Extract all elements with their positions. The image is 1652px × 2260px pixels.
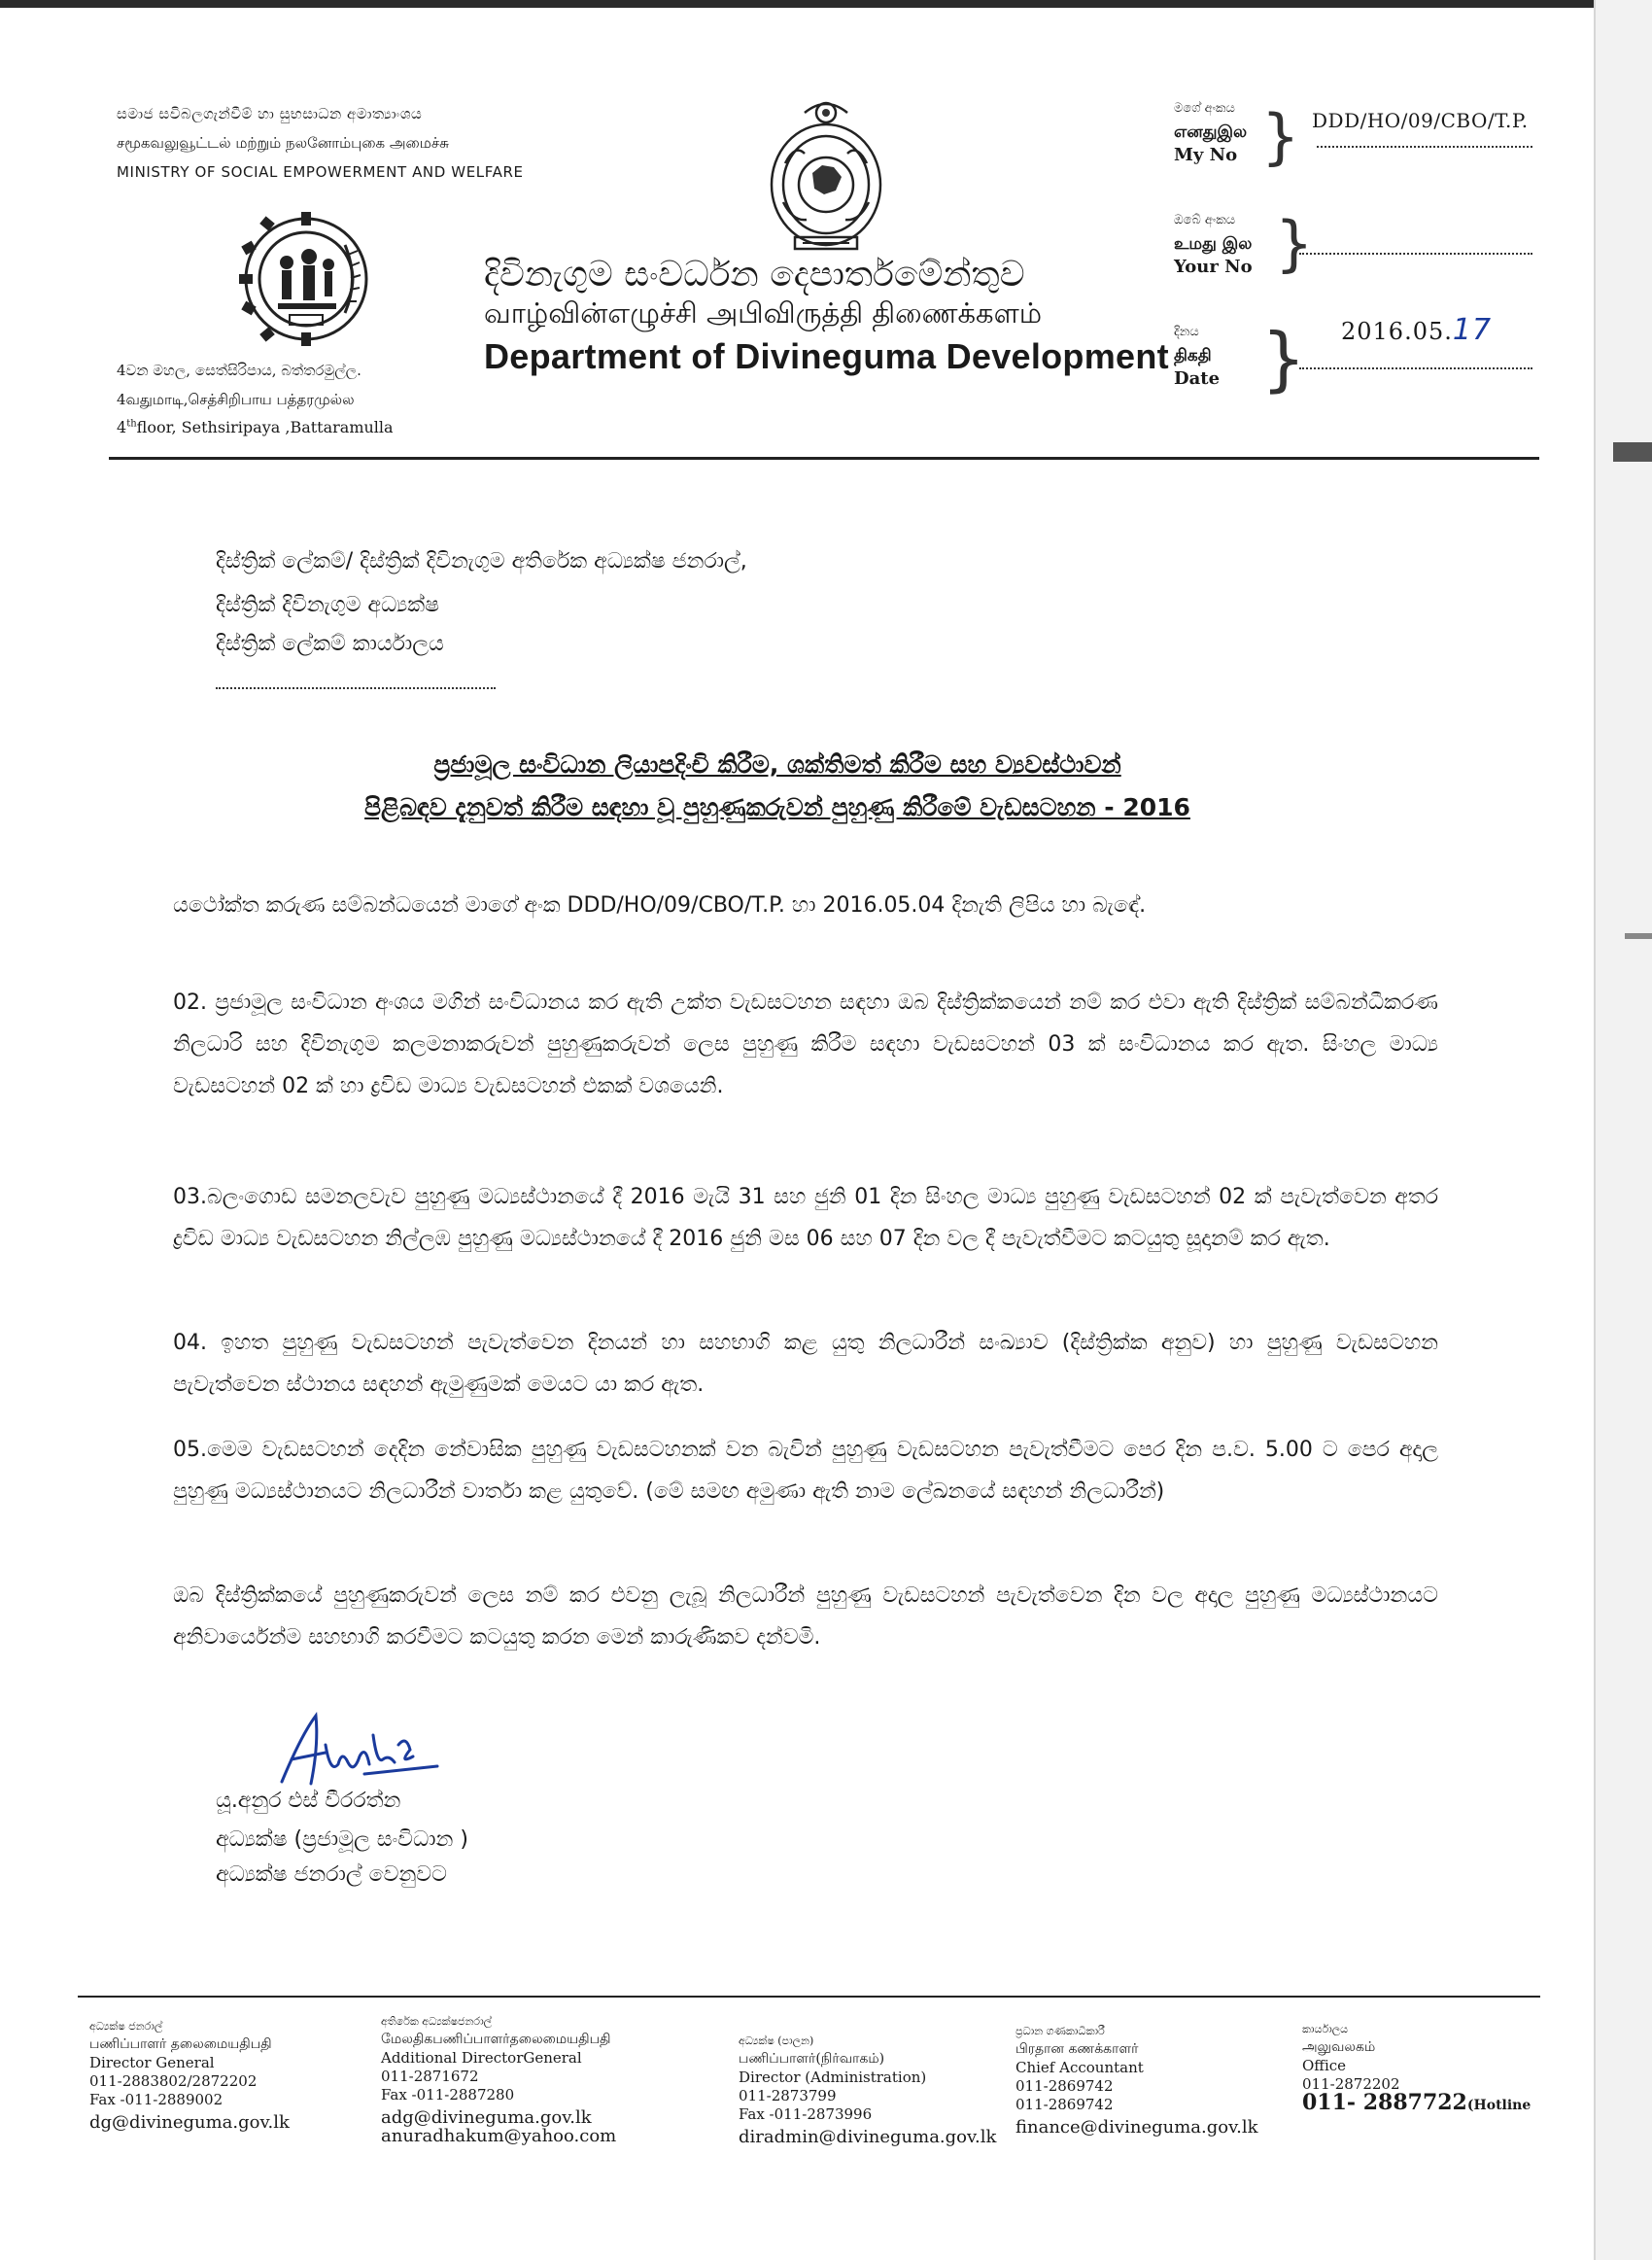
- my-no-dotline: [1317, 146, 1532, 148]
- date-dotline: [1299, 367, 1532, 369]
- body-paragraph: ඔබ දිස්ත්‍රික්කයේ පුහුණුකරුවන් ලෙස නම් කර එවනු ලැබූ නිලධාරීන් පුහුණු වැඩසටහන් පැවැත්වෙන දින වල අදාල පුහුණු මධ්‍යස්ථානයට අනිවාර්යෙන්ම සහභාගි කරවීමට කටයුතු කරන මෙන් කාරුණිකව දන්වමි.: [173, 1583, 1438, 1650]
- ministry-name-sinhala: සමාජ සවිබලගැන්වීම් හා සුභසාධන අමාත්‍යාංශය: [117, 105, 423, 122]
- scan-border-right: [1594, 0, 1652, 2260]
- address-english: 4thfloor, Sethsiripaya ,Battaramulla: [117, 418, 394, 436]
- your-no-dotline: [1299, 253, 1532, 255]
- national-emblem-icon: [766, 95, 887, 261]
- hotline-number: 011- 2887722(Hotline: [1302, 2090, 1532, 2115]
- body-paragraph: යථෝක්ත කරුණ සම්බන්ධයෙන් මාගේ අංක DDD/HO/09/CBO/T.P. හා 2016.05.04 දිනැති ලිපිය හා බැඳේ.: [173, 893, 1147, 918]
- department-name-english: Department of Divineguma Development: [484, 336, 1169, 376]
- department-name-tamil: வாழ்வின்எழுச்சி அபிவிருத்தி திணைக்களம்: [484, 296, 1043, 330]
- department-logo-icon: [233, 206, 379, 352]
- body-paragraph: 04. ඉහත පුහුණු වැඩසටහන් පැවැත්වෙන දිනයන් හා සහභාගි කළ යුතු නිලධාරීන් සංඛ්‍යාව (දිස්ත්‍රික්ක අනුව) හා පුහුණු වැඩසටහන පැවැත්වෙන ස්ථානය සඳහන් ඇමුණුමක් මෙයට යා කර ඇත.: [173, 1331, 1438, 1397]
- scan-mark: [1613, 442, 1652, 462]
- address-tamil: 4வதுமாடி,செத்சிறிபாய பத்தரமுல்ல: [117, 391, 355, 408]
- your-no-label: ඔබේ අංකය உமது இல Your No: [1174, 213, 1253, 277]
- addressee-line: දිස්ත්‍රික් ලේකම් කාර්යාලය: [216, 632, 444, 656]
- signatory-on-behalf: අධ්‍යක්ෂ ජනරාල් වෙනුවට: [216, 1862, 447, 1887]
- addressee-line: දිස්ත්‍රික් දිවිනැගුම අධ්‍යක්ෂ: [216, 593, 439, 617]
- scan-border-top: [0, 0, 1652, 8]
- footer-director-general: අධ්‍යක්ෂ ජනරාල් பணிப்பாளர் தலைமையதிபதி Director General 011-2883802/2872202 Fax -011-2889002 dg@divineguma.gov.lk: [89, 2020, 290, 2133]
- footer-divider: [78, 1996, 1540, 1998]
- date-value: 2016.05.17: [1341, 313, 1493, 347]
- body-paragraph: 02. ප්‍රජාමූල සංවිධාන අංශය මගින් සංවිධානය කර ඇති උක්ත වැඩසටහන සඳහා ඔබ දිස්ත්‍රික්කයෙන් නම් කර එවා ඇති දිස්ත්‍රික් සම්බන්ධීකරණ නිලධාරි සහ දිවිනැගුම කලමනාකරුවන් පුහුණුකරුවන් ලෙස පුහුණු කිරීම සඳහා වැඩසටහන් 03 ක් සංවිධානය කර ඇත. සිංහල මාධ්‍ය වැඩසටහන් 02 ක් හා ද්‍රවිඩ මාධ්‍ය වැඩසටහන් එකක් වශයෙනි.: [173, 991, 1438, 1098]
- my-no-value: DDD/HO/09/CBO/T.P.: [1312, 109, 1529, 132]
- date-brace: }: [1261, 318, 1306, 400]
- my-no-brace: }: [1261, 101, 1300, 172]
- signatory-name: යූ.අනුර එස් වීරරත්න: [216, 1789, 401, 1813]
- date-label: දිනය திகதி Date: [1174, 325, 1221, 389]
- signature-icon: [272, 1706, 442, 1793]
- my-no-label: මගේ අංකය எனதுஇல My No: [1174, 101, 1248, 165]
- signatory-title: අධ්‍යක්ෂ (ප්‍රජාමූල සංවිධාන ): [216, 1827, 468, 1852]
- header-divider: [109, 457, 1539, 460]
- subject-line-1: ප්‍රජාමූල සංවිධාන ලියාපදිංචි කිරීම, ශක්තිමත් කිරීම සහ ව්‍යවස්ථාවන්: [433, 750, 1121, 779]
- footer-chief-accountant: ප්‍රධාන ගණකාධිකාරී பிரதான கணக்காளர் Chief Accountant 011-2869742 011-2869742 finance@divineguma.gov.lk: [1015, 2025, 1258, 2138]
- subject-line-2: පිළිබඳව දැනුවත් කිරීම සඳහා වූ පුහුණුකරුවන් පුහුණු කිරීමේ වැඩසටහන - 2016: [364, 793, 1190, 821]
- ministry-name-tamil: சமூகவலுவூட்டல் மற்றும் நலனோம்புகை அமைச்சு: [117, 134, 449, 152]
- ministry-name-english: MINISTRY OF SOCIAL EMPOWERMENT AND WELFARE: [117, 163, 524, 181]
- scan-mark: [1625, 933, 1652, 939]
- address-sinhala: 4වන මහල, සෙත්සිරිපාය, බත්තරමුල්ල.: [117, 362, 361, 379]
- addressee-line: දිස්ත්‍රික් ලේකම්/ දිස්ත්‍රික් දිවිනැගුම අතිරේක අධ්‍යක්ෂ ජනරාල්,: [216, 549, 747, 574]
- body-paragraph: 05.මෙම වැඩසටහන් දෙදින නේවාසික පුහුණු වැඩසටහනක් වන බැවින් පුහුණු වැඩසටහන පැවැත්වීමට පෙර දින ප.ව. 5.00 ට පෙර අදාල පුහුණු මධ්‍යස්ථානයට නිලධාරීන් වාර්තා කළ යුතුවේ. (මේ සමඟ අමුණා ඇති නාම ලේඛනයේ සඳහන් නිලධාරීන්): [173, 1438, 1438, 1504]
- footer-director-administration: අධ්‍යක්ෂ (පාලන) பணிப்பாளர்(நிர்வாகம்) Director (Administration) 011-2873799 Fax -011-2873996 diradmin@divineguma.gov.lk: [739, 2034, 997, 2147]
- your-no-brace: }: [1275, 208, 1314, 279]
- body-paragraph: 03.බලංගොඩ සමනලවැව පුහුණු මධ්‍යස්ථානයේ දී 2016 මැයි 31 සහ ජුනි 01 දින සිංහල මාධ්‍ය පුහුණු වැඩසටහන් 02 ක් පැවැත්වෙන අතර ද්‍රවිඩ මාධ්‍ය වැඩසටහන නිල්ලඹ පුහුණු මධ්‍යස්ථානයේ දී 2016 ජුනි මස 06 සහ 07 දින වල දී පැවැත්වීමට කටයුතු සූදානම් කර ඇත.: [173, 1185, 1438, 1251]
- footer-office: කාර්යාලය அலுவலகம் Office 011-2872202 011- 2887722(Hotline: [1302, 2023, 1532, 2115]
- footer-additional-director-general: අතිරේක අධ්‍යක්ෂජනරාල් மேலதிகபணிப்பாளர்தலைமையதிபதி Additional DirectorGeneral 011-2871672 Fax -011-2887280 adg@divineguma.gov.lk anuradhakum@yahoo.com: [381, 2015, 617, 2146]
- addressee-dotline: [216, 687, 496, 689]
- department-name-sinhala: දිවිනැගුම සංවර්ධන දෙපාර්තමේන්තුව: [484, 255, 1025, 295]
